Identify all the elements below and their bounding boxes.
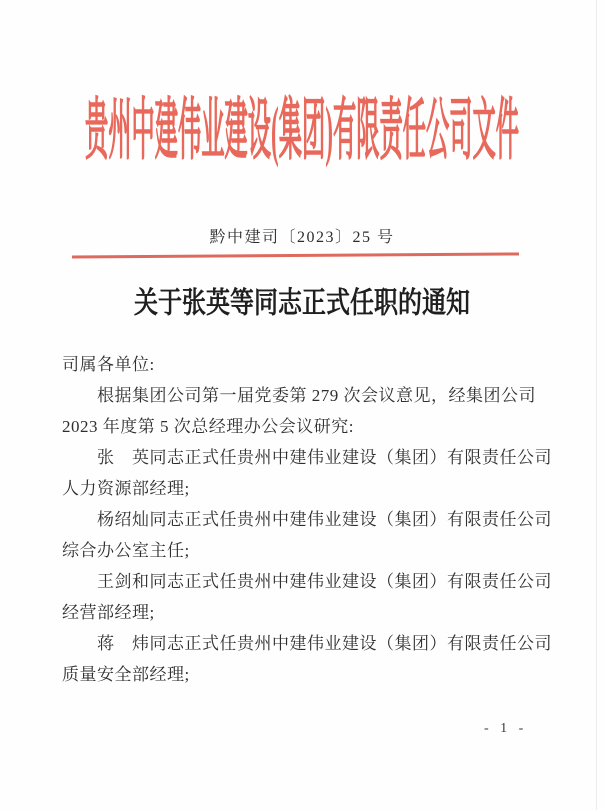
body-line: 经营部经理; <box>62 603 155 622</box>
scan-edge-line <box>596 0 597 810</box>
red-divider-line <box>72 252 519 258</box>
body-line: 综合办公室主任; <box>62 541 190 560</box>
body-line: 2023 年度第 5 次总经理办公会议研究: <box>62 417 354 436</box>
document-title: 关于张英等同志正式任职的通知 <box>134 288 470 320</box>
body-line: 质量安全部经理; <box>62 665 190 684</box>
body-line: 司属各单位: <box>62 355 155 374</box>
body-line: 根据集团公司第一届党委第 279 次会议意见，经集团公司 <box>62 386 536 405</box>
body-line: 蒋 炜同志正式任贵州中建伟业建设（集团）有限责任公司 <box>62 634 552 653</box>
body-line: 王剑和同志正式任贵州中建伟业建设（集团）有限责任公司 <box>62 572 552 591</box>
document-number: 黔中建司〔2023〕25 号 <box>209 229 395 246</box>
body-line: 杨绍灿同志正式任贵州中建伟业建设（集团）有限责任公司 <box>62 510 552 529</box>
page-number: - 1 - <box>484 721 528 736</box>
body-line: 人力资源部经理; <box>62 479 190 498</box>
body-line: 张 英同志正式任贵州中建伟业建设（集团）有限责任公司 <box>62 448 552 467</box>
red-header-org-title: 贵州中建伟业建设(集团)有限责任公司文件 <box>85 96 519 170</box>
document-body <box>62 349 552 690</box>
